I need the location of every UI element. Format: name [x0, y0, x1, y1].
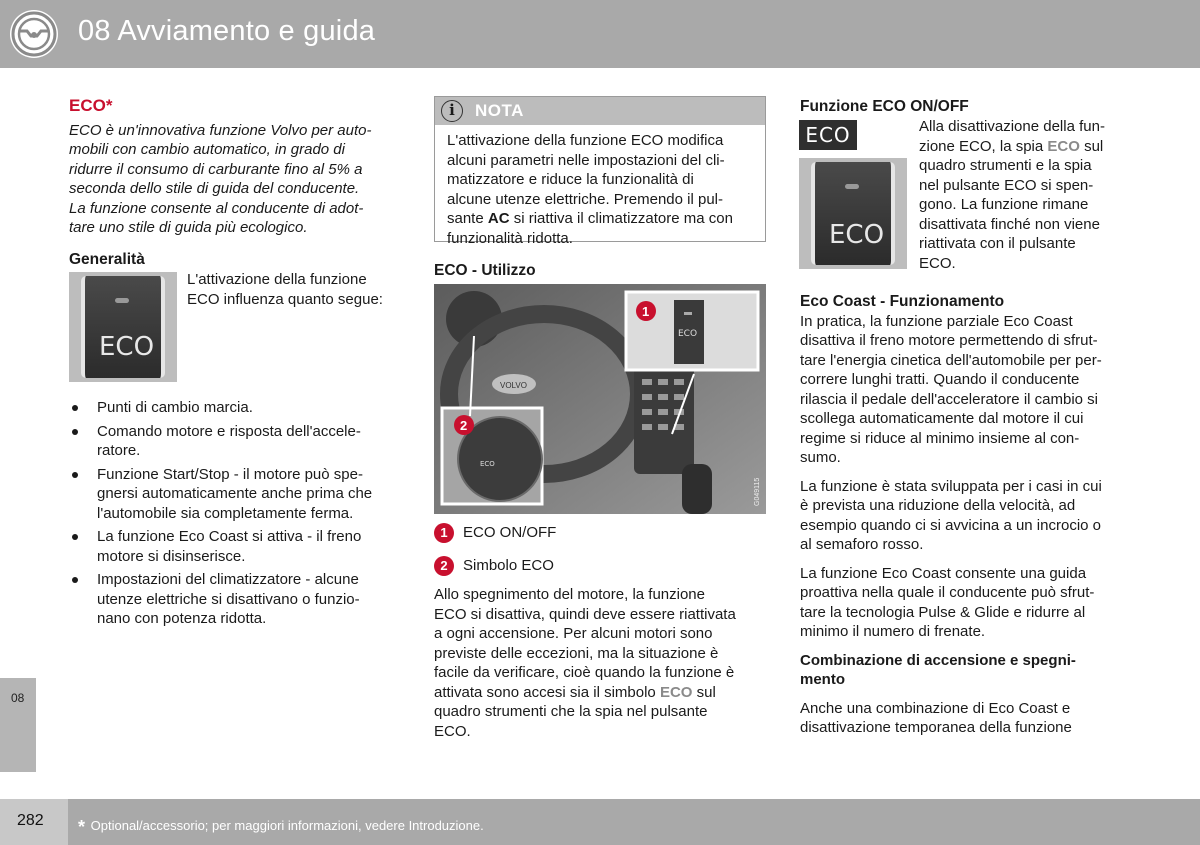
- chapter-side-tab: [0, 678, 36, 772]
- text-span: zione ECO, la spia: [919, 137, 1048, 155]
- note-line: L'attivazione della funzione ECO modifica: [447, 132, 724, 149]
- legend-item-1: [434, 523, 556, 543]
- chapter-badge: [0, 0, 68, 68]
- text-line: disattiva il freno motore permettendo di sfrut-: [800, 332, 1098, 349]
- text-line: è prevista una riduzione della velocità, ad: [800, 497, 1076, 514]
- eco-button-image: [69, 272, 177, 382]
- text-line: [919, 137, 1139, 157]
- text-line: a ogni accensione. Per alcuni motori sono: [434, 625, 713, 642]
- paragraph: [800, 699, 1145, 738]
- onoff-text: [919, 117, 1139, 273]
- text-line: ECO influenza quanto segue:: [187, 290, 383, 308]
- eco-title: ECO*: [69, 96, 113, 115]
- callout-1-icon: 1: [434, 523, 454, 543]
- generalita-heading: Generalità: [69, 251, 145, 268]
- note-line: alcune utenze elettriche. Premendo il pul-: [447, 190, 723, 208]
- note-line: alcuni parametri nelle impostazioni del cli-: [447, 151, 725, 169]
- text-span: sul: [1079, 137, 1104, 155]
- page-number: 282: [17, 812, 44, 829]
- list-item: [69, 398, 404, 418]
- text-line: Alla disattivazione della fun-: [919, 118, 1105, 135]
- text-line: ECO.: [434, 722, 471, 740]
- text-line: sumo.: [800, 449, 841, 466]
- eco-symbol-ref: ECO: [1047, 137, 1080, 155]
- text-line: proattiva nella quale il conducente può sfrut-: [800, 584, 1095, 601]
- eco-button-led: [845, 184, 859, 189]
- list-item-line: utenze elettriche si disattivano o funzio-: [97, 590, 360, 608]
- intro-line: La funzione consente al conducente di adot-: [69, 199, 364, 217]
- list-item-line: l'automobile sia completamente ferma.: [97, 504, 354, 522]
- text-line: Anche una combinazione di Eco Coast e: [800, 699, 1071, 717]
- text-line: La funzione Eco Coast consente una guida: [800, 564, 1087, 582]
- text-line: ECO.: [919, 254, 956, 272]
- list-item: [69, 527, 404, 566]
- text-line: La funzione è stata sviluppata per i casi in cui: [800, 477, 1102, 495]
- eco-button-image-2: [799, 158, 907, 269]
- footnote: [78, 814, 484, 835]
- text-line: ECO si disattiva, quindi deve essere riattivata: [434, 605, 736, 623]
- footnote-star: *: [78, 817, 86, 837]
- list-item-line: nano con potenza ridotta.: [97, 610, 267, 627]
- list-item-line: motore si disinserisce.: [97, 547, 246, 565]
- intro-line: ECO è un'innovativa funzione Volvo per auto-: [69, 121, 372, 139]
- text-line: tare l'energia cinetica dell'automobile per per-: [800, 351, 1102, 369]
- text-line: rilascia il pedale dell'acceleratore il cambio si: [800, 390, 1099, 408]
- note-line: funzionalità ridotta.: [447, 229, 573, 247]
- text-line: tare la tecnologia Pulse & Glide e ridurre al: [800, 603, 1086, 621]
- text-line: riattivata con il pulsante: [919, 235, 1076, 252]
- list-item-line: Punti di cambio marcia.: [97, 399, 253, 416]
- paragraph: [800, 312, 1145, 468]
- dashboard-illustration: [434, 284, 766, 514]
- list-item: [69, 422, 404, 461]
- text-line: disattivata finché non viene: [919, 215, 1100, 233]
- note-text: sante: [447, 210, 488, 227]
- list-item: [69, 570, 404, 629]
- eco-button-led: [115, 298, 129, 303]
- text-line: disattivazione temporanea della funzione: [800, 719, 1072, 736]
- text-span: attivata sono accesi sia il simbolo: [434, 683, 660, 701]
- legend-item-2: [434, 556, 554, 576]
- note-body: [447, 131, 759, 248]
- callout-2-icon: 2: [434, 556, 454, 576]
- paragraph: [800, 477, 1145, 555]
- info-icon: i: [441, 100, 463, 122]
- eco-intro: [69, 121, 399, 238]
- footnote-text: Optional/accessorio; per maggiori informazioni, vedere Introduzione.: [90, 818, 484, 833]
- note-line: [447, 209, 759, 229]
- eco-button-body: [811, 162, 895, 265]
- svg-text:1: 1: [642, 304, 650, 319]
- note-title: NOTA: [475, 101, 524, 120]
- svg-text:2: 2: [460, 418, 468, 433]
- text-line: correre lunghi tratti. Quando il conducente: [800, 371, 1080, 388]
- list-item-line: Comando motore e risposta dell'accele-: [97, 422, 361, 440]
- effects-list: [69, 398, 404, 633]
- intro-line: tare uno stile di guida più ecologico.: [69, 219, 308, 236]
- list-item-line: Impostazioni del climatizzatore - alcune: [97, 571, 359, 588]
- utilizzo-body: [434, 585, 769, 741]
- eco-symbol-ref: ECO: [659, 683, 693, 701]
- dashboard-photo: [434, 284, 766, 514]
- eco-coast-section: [800, 292, 1145, 738]
- eco-button-label: ECO: [829, 220, 885, 250]
- text-line: regime si riduce al minimo insieme al con-: [800, 429, 1080, 447]
- text-line: nel pulsante ECO si spen-: [919, 176, 1094, 194]
- onoff-heading: Funzione ECO ON/OFF: [800, 98, 969, 115]
- eco-coast-heading: Eco Coast - Funzionamento: [800, 293, 1005, 310]
- text-line: quadro strumenti e la spia: [919, 157, 1092, 174]
- chapter-title: 08 Avviamento e guida: [78, 15, 376, 47]
- text-line: mento: [800, 671, 845, 688]
- note-text: si riattiva il climatizzatore ma con: [509, 210, 733, 227]
- combo-heading: [800, 651, 1145, 690]
- legend-label: Simbolo ECO: [463, 556, 554, 574]
- intro-line: seconda dello stile di guida del conducente.: [69, 180, 360, 197]
- eco-button-label: ECO: [99, 332, 155, 362]
- photo-code: G049115: [754, 477, 761, 506]
- note-line: matizzatore e riduce la funzionalità di: [447, 171, 694, 188]
- list-item-line: ratore.: [97, 442, 141, 459]
- eco-button-body: [81, 276, 165, 378]
- list-item-line: La funzione Eco Coast si attiva - il freno: [97, 528, 362, 545]
- note-header: [435, 97, 765, 125]
- photo-eco-symbol: ECO: [480, 460, 495, 468]
- text-line: al semaforo rosso.: [800, 536, 924, 553]
- text-line: L'attivazione della funzione: [187, 271, 367, 288]
- text-line: In pratica, la funzione parziale Eco Coast: [800, 312, 1073, 330]
- list-item-line: gnersi automaticamente anche prima che: [97, 485, 373, 502]
- photo-eco-label: ECO: [678, 329, 698, 339]
- text-line: minimo il numero di frenate.: [800, 623, 986, 640]
- text-line: [434, 683, 769, 703]
- ac-button-ref: AC: [487, 210, 510, 227]
- eco-symbol-icon: ECO: [799, 120, 857, 150]
- column-eco: [69, 96, 399, 238]
- intro-line: ridurre il consumo di carburante fino al 5% a: [69, 160, 363, 178]
- text-line: Allo spegnimento del motore, la funzione: [434, 586, 705, 603]
- paragraph: [800, 564, 1145, 642]
- text-line: scollega automaticamente dal motore il cui: [800, 410, 1084, 427]
- utilizzo-heading: ECO - Utilizzo: [434, 262, 536, 279]
- list-item-line: Funzione Start/Stop - il motore può spe-: [97, 465, 363, 483]
- list-item: [69, 465, 404, 524]
- legend-label: ECO ON/OFF: [463, 523, 557, 541]
- note-box: [434, 96, 766, 247]
- text-line: esempio quando ci si avvicina a un incrocio o: [800, 516, 1102, 534]
- text-line: quadro strumenti che la spia nel pulsante: [434, 703, 708, 720]
- side-tab-number: 08: [11, 691, 25, 705]
- text-line: Combinazione di accensione e spegni-: [800, 651, 1076, 669]
- text-line: previste delle eccezioni, ma la situazione è: [434, 644, 719, 662]
- photo-brand: VOLVO: [500, 381, 527, 390]
- generalita-text: [187, 270, 402, 309]
- intro-line: mobili con cambio automatico, in grado di: [69, 141, 345, 158]
- steering-wheel-icon: [0, 0, 68, 68]
- text-line: facile da verificare, cioè quando la funzione è: [434, 664, 735, 681]
- text-span: sul: [692, 683, 716, 701]
- text-line: gono. La funzione rimane: [919, 196, 1089, 213]
